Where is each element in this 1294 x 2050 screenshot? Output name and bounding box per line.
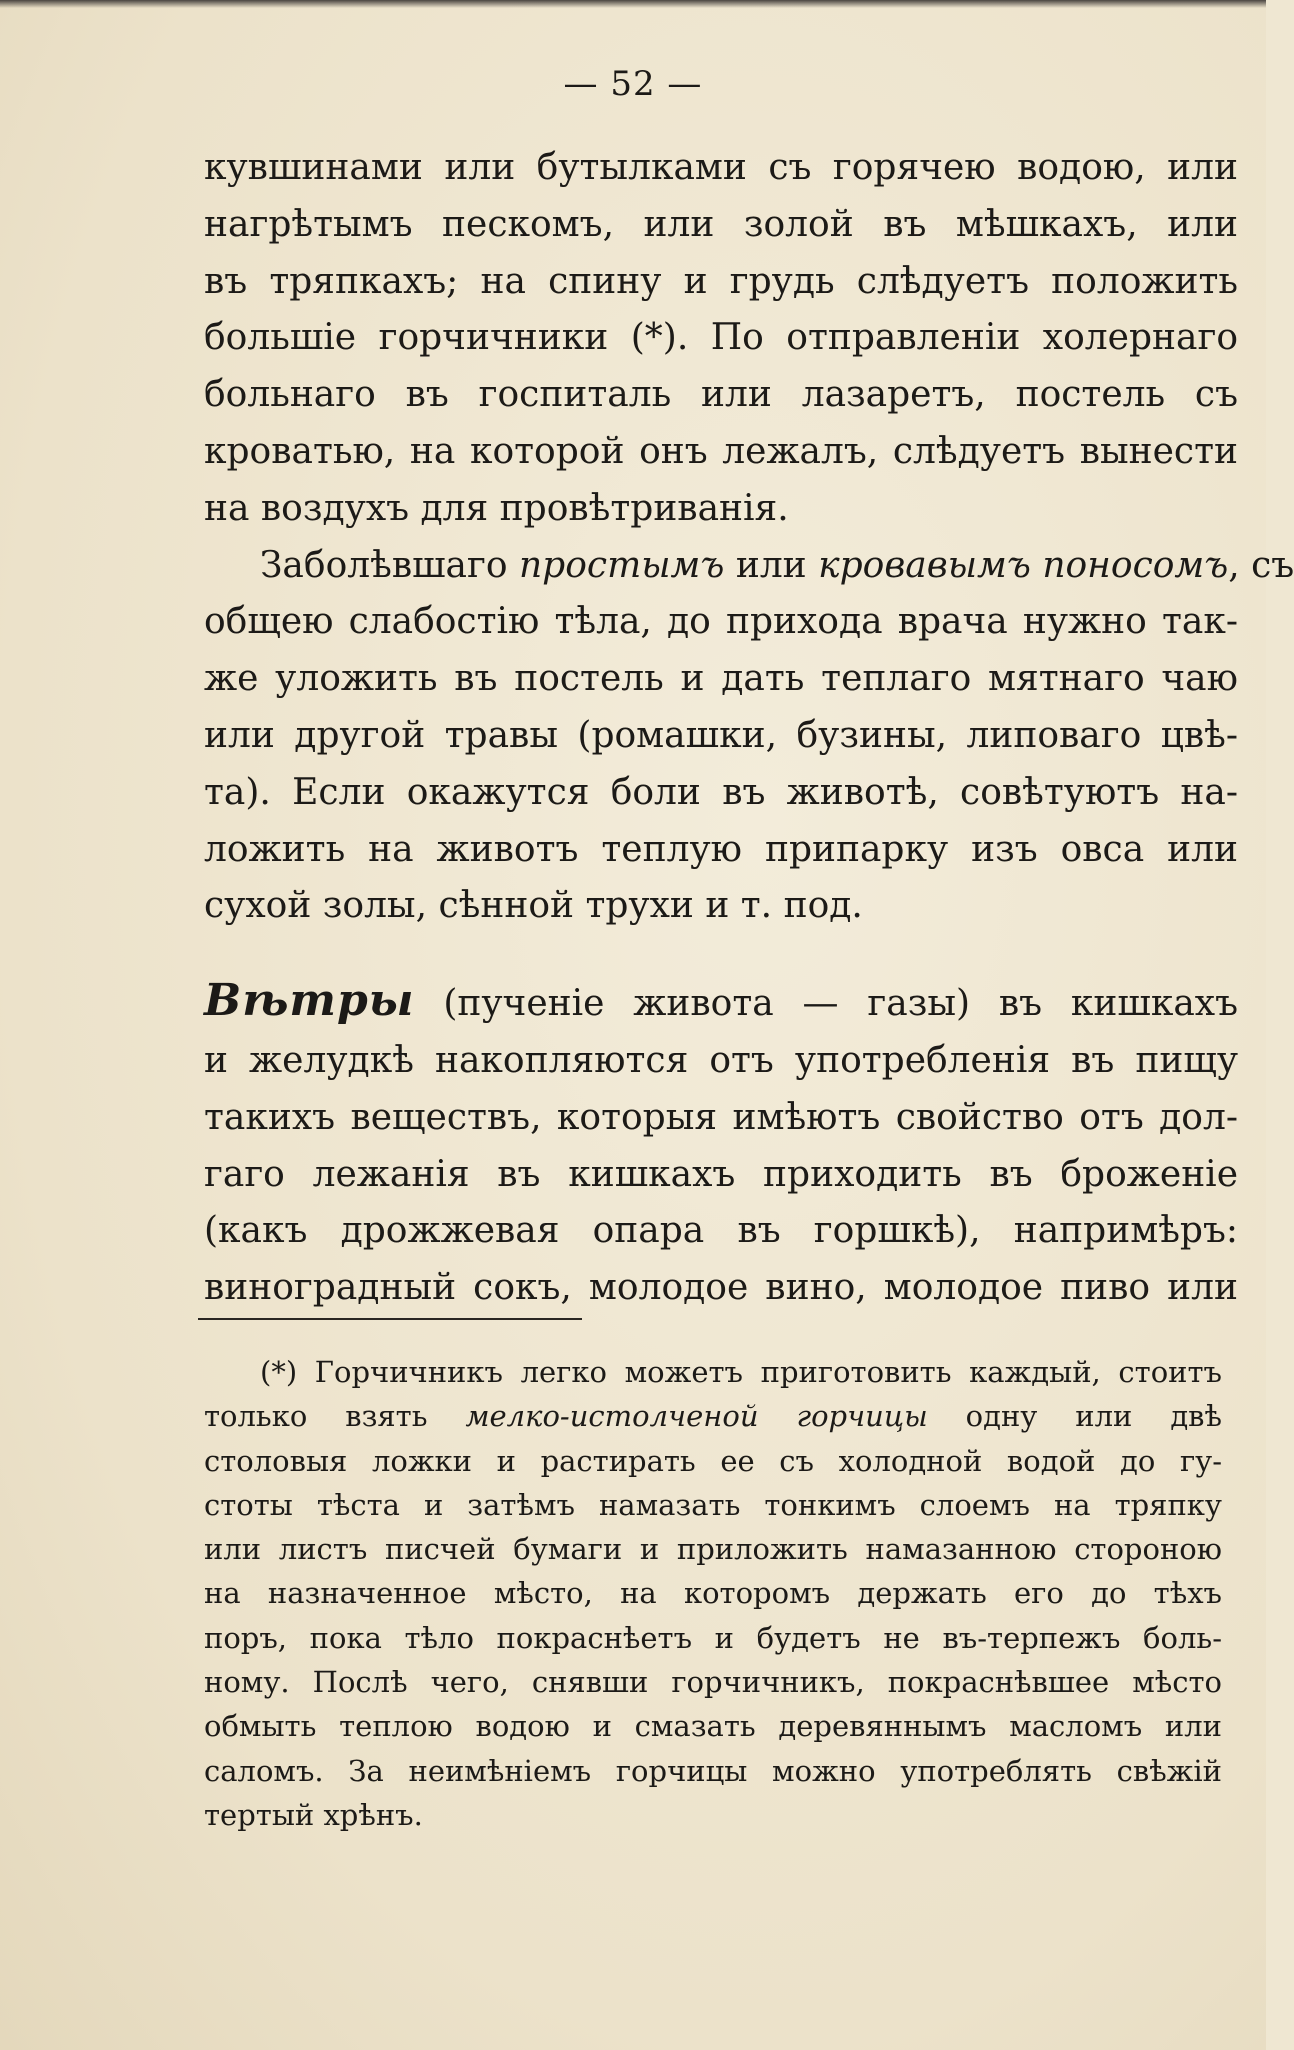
text-line: кувшинами или бутылками съ горячею водою, или xyxy=(204,147,1238,188)
footnote-line: или листъ писчей бумаги и приложить намазанною стороною xyxy=(204,1532,1222,1567)
footnote-line: ному. Послѣ чего, снявши горчичникъ, покраснѣвшее мѣсто xyxy=(204,1665,1222,1700)
footnote-line: саломъ. За неимѣніемъ горчицы можно употреблять свѣжій xyxy=(204,1753,1222,1788)
text-span: Заболѣвшаго xyxy=(260,544,519,586)
footnote-line xyxy=(204,1394,1222,1438)
text-span: только взять xyxy=(204,1399,466,1434)
body-text xyxy=(204,140,1294,1317)
text-span: (пученіе живота — газы) въ кишкахъ xyxy=(414,983,1238,1025)
page-number: — 52 — xyxy=(563,64,703,104)
text-line: на воздухъ для провѣтриванія. xyxy=(204,487,789,529)
italic-term-mustard: мелко-истолченой горчицы xyxy=(465,1399,928,1434)
italic-term-simple: простымъ xyxy=(519,544,725,586)
text-line: кроватью, на которой онъ лежалъ, слѣдуетъ вынести xyxy=(204,430,1238,472)
text-line: сухой золы, сѣнной трухи и т. под. xyxy=(204,885,863,927)
text-line: та). Если окажутся боли въ животѣ, совѣтуютъ на- xyxy=(204,771,1238,813)
text-line: ложить на животъ теплую припарку изъ овса или xyxy=(204,828,1238,870)
footnote-line: на назначенное мѣсто, на которомъ держать его до тѣхъ xyxy=(204,1576,1222,1611)
text-line: гаго лежанія въ кишкахъ приходить въ броженіе xyxy=(204,1153,1238,1195)
footnote-line: поръ, пока тѣло покраснѣетъ и будетъ не въ-терпежъ боль- xyxy=(204,1620,1222,1655)
text-span: одну или двѣ xyxy=(927,1399,1222,1434)
page-top-shadow xyxy=(0,0,1266,8)
footnote-divider xyxy=(198,1318,582,1320)
text-line: большіе горчичники (*). По отправленіи холернаго xyxy=(204,317,1238,359)
text-line: больнаго въ госпиталь или лазаретъ, постель съ xyxy=(204,374,1238,416)
text-line xyxy=(204,538,1294,595)
footnote-line: (*) Горчичникъ легко можетъ приготовить каждый, стоитъ xyxy=(260,1355,1222,1389)
text-line: же уложить въ постель и дать теплаго мятнаго чаю xyxy=(204,658,1238,700)
italic-term-bloody: кровавымъ поносомъ xyxy=(818,544,1229,586)
footnote-line: стоты тѣста и затѣмъ намазать тонкимъ слоемъ на тряпку xyxy=(204,1487,1222,1522)
text-line xyxy=(204,973,1238,1033)
footnote-line: столовыя ложки и растирать ее съ холодной водой до гу- xyxy=(204,1443,1222,1478)
text-line: нагрѣтымъ пескомъ, или золой въ мѣшкахъ, или xyxy=(204,203,1238,245)
text-span: или xyxy=(724,544,819,586)
text-line: (какъ дрожжевая опара въ горшкѣ), напримѣръ: xyxy=(204,1210,1238,1252)
footnote xyxy=(204,1350,1222,1837)
text-line: общею слабостію тѣла, до прихода врача нужно так- xyxy=(204,601,1238,643)
text-line: въ тряпкахъ; на спину и грудь слѣдуетъ положить xyxy=(204,260,1238,302)
text-span: , съ xyxy=(1228,544,1294,586)
text-line: и желудкѣ накопляются отъ употребленія въ пищу xyxy=(204,1039,1238,1081)
footnote-line: тертый хрѣнъ. xyxy=(204,1797,423,1832)
paragraph-1 xyxy=(204,140,1238,538)
paragraph-2 xyxy=(204,538,1294,936)
paragraph-3 xyxy=(204,973,1238,1317)
footnote-line: обмыть теплою водою и смазать деревяннымъ масломъ или xyxy=(204,1709,1222,1744)
section-heading-word: Вѣтры xyxy=(204,975,415,1027)
text-line: виноградный сокъ, молодое вино, молодое пиво или xyxy=(204,1267,1238,1309)
text-line: или другой травы (ромашки, бузины, липоваго цвѣ- xyxy=(204,714,1238,756)
text-line: такихъ веществъ, которыя имѣютъ свойство отъ дол- xyxy=(204,1096,1238,1138)
